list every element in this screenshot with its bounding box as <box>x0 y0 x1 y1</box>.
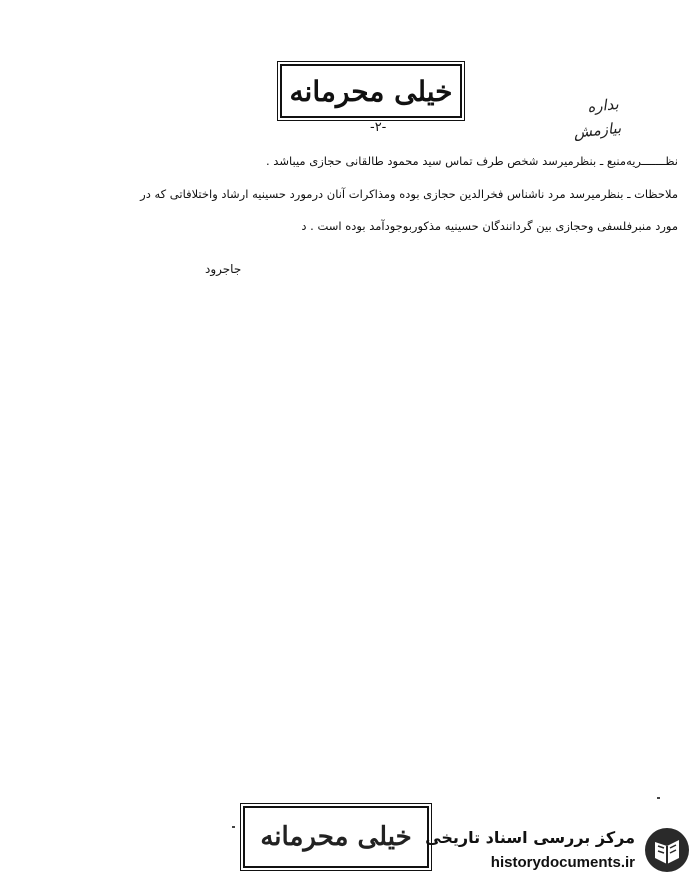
handwritten-line: بیازمش <box>572 118 622 142</box>
page-number: -۲- <box>370 120 387 135</box>
handwritten-line: بداره <box>586 94 620 117</box>
body-line: مورد منبرفلسفی وحجازی بین گردانندگان حسینیه مذکوربوجودآمد بوده است . د <box>301 219 678 233</box>
classification-stamp-top <box>280 64 462 118</box>
signature: جاجرود <box>205 262 242 276</box>
watermark-url: historydocuments.ir <box>490 854 635 871</box>
watermark-logo <box>425 824 693 876</box>
body-line: ملاحظات ـ بنظرمیرسد مرد ناشناس فخرالدین حجازی بوده ومذاکرات آنان درمورد حسینیه ارشاد واختلافاتی که در <box>140 187 678 201</box>
stamp-text: خیلی محرمانه <box>260 822 412 852</box>
scan-speck <box>232 826 235 828</box>
watermark-title: مرکز بررسی اسناد تاریخی <box>425 828 635 847</box>
classification-stamp-bottom <box>243 806 429 868</box>
stamp-text: خیلی محرمانه <box>289 74 453 108</box>
handwritten-note <box>538 92 623 148</box>
body-line: نظـــــــریه‌منبع ـ بنظرمیرسد شخص طرف تماس سید محمود طالقانی حجازی میباشد . <box>265 154 678 168</box>
book-emblem-icon <box>643 826 691 874</box>
scan-speck <box>657 797 660 799</box>
